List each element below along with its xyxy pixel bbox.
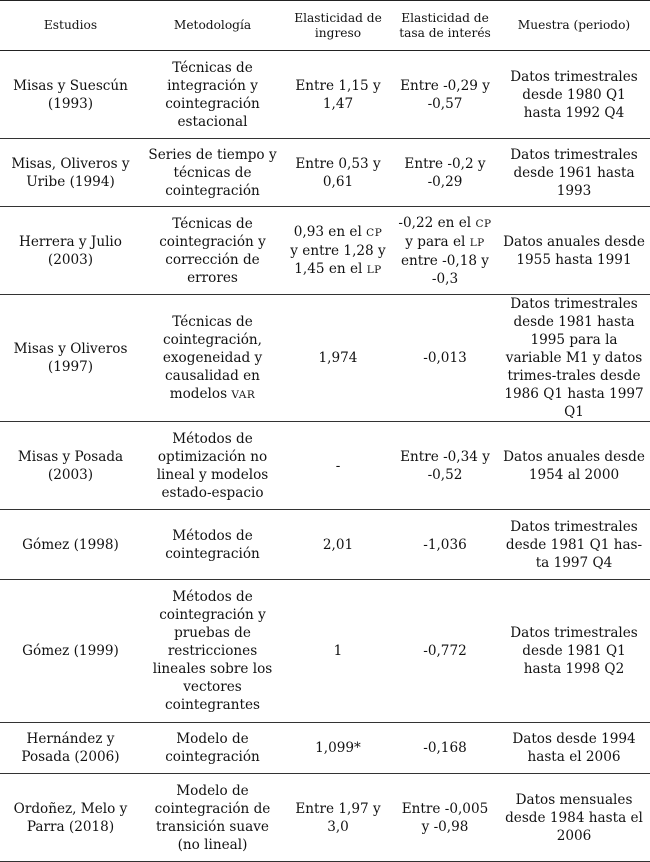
cell-metodologia: Métodos de cointegración [165,527,260,562]
cell-estudio: Misas y Oliveros (1997) [13,341,128,375]
table-row [0,51,650,139]
cell-muestra: Datos anuales desde 1954 al 2000 [503,448,645,483]
cell-estudio: Misas y Suescún (1993) [13,77,128,112]
cell-tasa: Entre -0,34 y -0,52 [400,448,490,483]
table-row [0,139,650,207]
cell-metodologia: Modelo de cointegración [165,731,260,765]
cell-metodologia [141,295,284,422]
abbr-lp: LP [469,236,485,249]
header-metodologia: Metodología [173,18,252,32]
cell-muestra: Datos trimestrales desde 1961 hasta 1993 [510,146,638,199]
cell-muestra: Datos trimestrales desde 1981 hasta 1995 para la variable M1 y datos trimes-trales desde 1986 Q1 hasta 1997 Q1 [504,296,644,420]
cell-metodologia: Series de tiempo y técnicas de cointegración [148,146,277,199]
header-elasticidad-ingreso: Elasticidad de ingreso [294,10,382,40]
table-row [0,774,650,862]
cell-ingreso: 2,01 [322,536,354,553]
cell-estudio: Herrera y Julio (2003) [19,233,122,268]
cell-ingreso: Entre 0,53 y 0,61 [295,155,381,190]
cell-tasa: Entre -0,29 y -0,57 [400,77,490,112]
cell-ingreso: 1,099* [315,740,361,756]
cell-ingreso: 1,974 [318,350,358,366]
header-row [0,1,650,51]
table-row [0,723,650,774]
cell-ingreso: Entre 1,15 y 1,47 [295,77,381,112]
header-muestra: Muestra (periodo) [517,18,631,32]
abbr-cp: CP [475,217,492,230]
table-row [0,422,650,510]
cell-estudio: Gómez (1998) [22,536,119,553]
tasa-text-c: entre -0,18 y -0,3 [401,252,489,287]
cell-ingreso: Entre 1,97 y 3,0 [295,800,381,835]
cell-ingreso: - [335,457,341,474]
header-elasticidad-tasa: Elasticidad de tasa de interés [399,10,491,40]
cell-tasa [392,207,498,295]
cell-tasa: Entre -0,2 y -0,29 [404,155,486,190]
cell-estudio: Hernández y Posada (2006) [21,731,120,765]
cell-muestra: Datos trimestrales desde 1981 Q1 has-ta 1997 Q4 [505,518,643,571]
cell-estudio: Misas, Oliveros y Uribe (1994) [11,155,130,190]
header-estudios: Estudios [43,18,98,32]
cell-estudio: Gómez (1999) [22,643,119,659]
cell-metodologia: Métodos de optimización no lineal y modelos estado-espacio [156,430,269,501]
table-row [0,207,650,295]
ingreso-text-a: 0,93 en el [293,223,367,240]
cell-tasa: -1,036 [423,536,467,553]
cell-tasa: -0,168 [423,740,467,756]
tasa-text-b: y para el [405,233,470,250]
metodologia-text: Técnicas de cointegración, exogeneidad y causalidad en modelos [162,313,263,402]
table-row [0,510,650,580]
abbr-lp: LP [366,263,382,276]
cell-metodologia: Técnicas de cointegración y corrección de errores [159,215,266,286]
tasa-text-a: -0,22 en el [398,214,476,231]
abbr-var: VAR [231,388,256,401]
cell-ingreso [284,207,392,295]
cell-muestra: Datos trimestrales desde 1981 Q1 hasta 1998 Q2 [510,625,638,677]
table-row [0,580,650,723]
cell-muestra: Datos anuales desde 1955 hasta 1991 [503,233,645,268]
table-row [0,295,650,422]
cell-ingreso: 1 [333,643,343,659]
cell-estudio: Misas y Posada (2003) [17,448,124,483]
cell-estudio: Ordoñez, Melo y Parra (2018) [13,800,128,835]
cell-metodologia: Métodos de cointegración y pruebas de restricciones lineales sobre los vectores cointegrantes [152,589,273,713]
cell-tasa: -0,772 [423,643,467,659]
cell-tasa: Entre -0,005 y -0,98 [401,800,489,835]
cell-muestra: Datos trimestrales desde 1980 Q1 hasta 1992 Q4 [510,68,638,121]
cell-metodologia: Técnicas de integración y cointegración estacional [165,59,260,130]
cell-metodologia: Modelo de cointegración de transición suave (no lineal) [154,782,271,853]
cell-muestra: Datos mensuales desde 1984 hasta el 2006 [505,791,643,844]
abbr-cp: CP [366,226,383,239]
cell-muestra: Datos desde 1994 hasta el 2006 [512,731,636,765]
ingreso-text-b: y entre 1,28 y 1,45 en el [290,242,386,277]
cell-tasa: -0,013 [423,350,467,366]
